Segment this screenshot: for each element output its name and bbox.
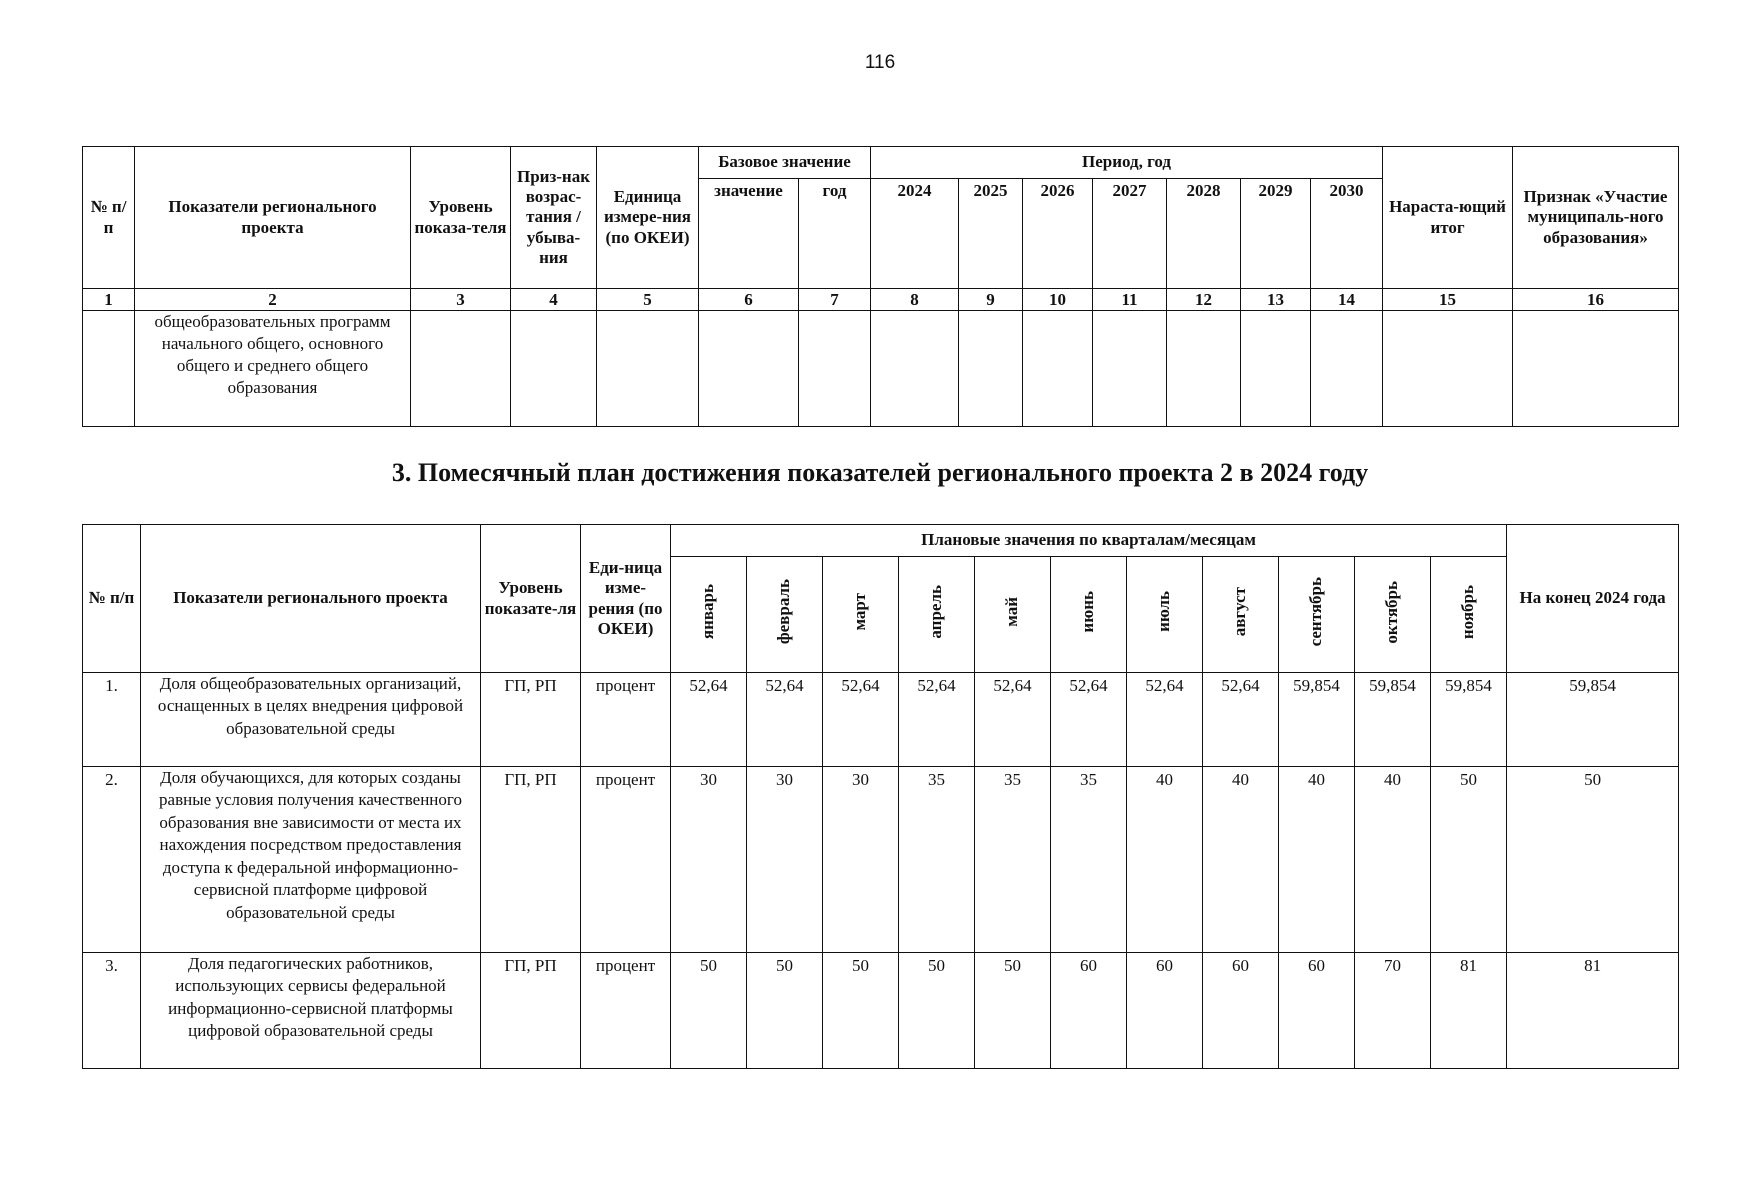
column-number: 4	[511, 289, 597, 311]
month-value: 60	[1127, 953, 1203, 1069]
month-value: 59,854	[1279, 673, 1355, 767]
indicator-text: Доля обучающихся, для которых созданы равные условия получения качественного образования вне зависимости от места их нахождения посредством предоставления доступа к федеральной информационно-сервисной платформе цифровой образовательной среды	[141, 767, 481, 953]
header-base: Базовое значение	[699, 147, 871, 179]
indicator-text: общеобразовательных программ начального общего, основного общего и среднего общего образования	[135, 311, 411, 427]
cell-empty	[959, 311, 1023, 427]
cell-empty	[83, 311, 135, 427]
column-number: 9	[959, 289, 1023, 311]
header-year: 2025	[959, 179, 1023, 289]
month-value: 40	[1127, 767, 1203, 953]
table-row	[83, 767, 1679, 953]
month-value: 52,64	[1127, 673, 1203, 767]
month-value: 52,64	[1203, 673, 1279, 767]
month-value: 52,64	[747, 673, 823, 767]
cell-empty	[1311, 311, 1383, 427]
column-number: 3	[411, 289, 511, 311]
indicator-text: Доля педагогических работников, использующих сервисы федеральной информационно-сервисной платформы цифровой образовательной среды	[141, 953, 481, 1069]
level-cell: ГП, РП	[481, 953, 581, 1069]
header-month: октябрь	[1355, 557, 1431, 673]
row-number: 1.	[83, 673, 141, 767]
header-end-of-year: На конец 2024 года	[1507, 525, 1679, 673]
header-month: апрель	[899, 557, 975, 673]
header-year: 2024	[871, 179, 959, 289]
month-value: 50	[899, 953, 975, 1069]
row-number: 3.	[83, 953, 141, 1069]
column-number: 16	[1513, 289, 1679, 311]
month-value: 52,64	[975, 673, 1051, 767]
level-cell: ГП, РП	[481, 767, 581, 953]
month-value: 81	[1431, 953, 1507, 1069]
column-number: 2	[135, 289, 411, 311]
header-year: 2029	[1241, 179, 1311, 289]
page-number: 116	[864, 52, 896, 73]
cell-empty	[1241, 311, 1311, 427]
header-month: май	[975, 557, 1051, 673]
month-value: 35	[899, 767, 975, 953]
header-unit: Еди-ница изме-рения (по ОКЕИ)	[581, 525, 671, 673]
header-trend: Приз-нак возрас-тания / убыва-ния	[511, 147, 597, 289]
column-number: 14	[1311, 289, 1383, 311]
end-of-year-value: 59,854	[1507, 673, 1679, 767]
cell-empty	[1513, 311, 1679, 427]
column-number: 15	[1383, 289, 1513, 311]
unit-cell: процент	[581, 673, 671, 767]
month-value: 52,64	[823, 673, 899, 767]
header-month: март	[823, 557, 899, 673]
header-year: 2030	[1311, 179, 1383, 289]
table-row	[83, 673, 1679, 767]
column-number: 6	[699, 289, 799, 311]
month-value: 40	[1203, 767, 1279, 953]
month-value: 52,64	[1051, 673, 1127, 767]
cell-empty	[1167, 311, 1241, 427]
column-number: 1	[83, 289, 135, 311]
month-value: 59,854	[1355, 673, 1431, 767]
month-value: 30	[823, 767, 899, 953]
end-of-year-value: 50	[1507, 767, 1679, 953]
cell-empty	[871, 311, 959, 427]
unit-cell: процент	[581, 767, 671, 953]
row-number: 2.	[83, 767, 141, 953]
header-month: январь	[671, 557, 747, 673]
month-value: 50	[1431, 767, 1507, 953]
month-value: 59,854	[1431, 673, 1507, 767]
cell-empty	[511, 311, 597, 427]
header-unit: Единица измере-ния (по ОКЕИ)	[597, 147, 699, 289]
column-number: 13	[1241, 289, 1311, 311]
month-value: 60	[1051, 953, 1127, 1069]
cell-empty	[799, 311, 871, 427]
cell-empty	[411, 311, 511, 427]
month-value: 50	[747, 953, 823, 1069]
header-month: сентябрь	[1279, 557, 1355, 673]
header-level: Уровень показате-ля	[481, 525, 581, 673]
header-level: Уровень показа-теля	[411, 147, 511, 289]
month-value: 52,64	[671, 673, 747, 767]
unit-cell: процент	[581, 953, 671, 1069]
cell-empty	[699, 311, 799, 427]
column-number: 8	[871, 289, 959, 311]
header-plan: Плановые значения по кварталам/месяцам	[671, 525, 1507, 557]
month-value: 35	[1051, 767, 1127, 953]
header-cumulative: Нараста-ющий итог	[1383, 147, 1513, 289]
level-cell: ГП, РП	[481, 673, 581, 767]
month-value: 50	[975, 953, 1051, 1069]
header-base-year: год	[799, 179, 871, 289]
month-value: 30	[671, 767, 747, 953]
header-month: февраль	[747, 557, 823, 673]
header-indicator: Показатели регионального проекта	[141, 525, 481, 673]
header-municipal: Признак «Участие муниципаль-ного образования»	[1513, 147, 1679, 289]
header-month: ноябрь	[1431, 557, 1507, 673]
section-title: 3. Помесячный план достижения показателей регионального проекта 2 в 2024 году	[391, 458, 1369, 487]
header-period: Период, год	[871, 147, 1383, 179]
month-value: 50	[823, 953, 899, 1069]
header-month: июнь	[1051, 557, 1127, 673]
header-month: август	[1203, 557, 1279, 673]
column-number: 11	[1093, 289, 1167, 311]
month-value: 40	[1355, 767, 1431, 953]
table-row	[83, 953, 1679, 1069]
cell-empty	[1093, 311, 1167, 427]
month-value: 60	[1203, 953, 1279, 1069]
month-value: 52,64	[899, 673, 975, 767]
header-year: 2028	[1167, 179, 1241, 289]
month-value: 50	[671, 953, 747, 1069]
cell-empty	[1383, 311, 1513, 427]
column-number-row	[83, 289, 1679, 311]
monthly-plan-table	[82, 524, 1679, 1069]
month-value: 30	[747, 767, 823, 953]
table-row	[83, 311, 1679, 427]
header-num: № п/п	[83, 147, 135, 289]
header-num: № п/п	[83, 525, 141, 673]
header-base-value: значение	[699, 179, 799, 289]
indicator-text: Доля общеобразовательных организаций, оснащенных в целях внедрения цифровой образовательной среды	[141, 673, 481, 767]
cell-empty	[597, 311, 699, 427]
cell-empty	[1023, 311, 1093, 427]
column-number: 5	[597, 289, 699, 311]
month-value: 40	[1279, 767, 1355, 953]
month-value: 70	[1355, 953, 1431, 1069]
month-value: 60	[1279, 953, 1355, 1069]
header-month: июль	[1127, 557, 1203, 673]
column-number: 12	[1167, 289, 1241, 311]
indicators-table	[82, 146, 1679, 427]
header-indicator: Показатели регионального проекта	[135, 147, 411, 289]
month-value: 35	[975, 767, 1051, 953]
header-year: 2026	[1023, 179, 1093, 289]
column-number: 7	[799, 289, 871, 311]
header-year: 2027	[1093, 179, 1167, 289]
end-of-year-value: 81	[1507, 953, 1679, 1069]
column-number: 10	[1023, 289, 1093, 311]
